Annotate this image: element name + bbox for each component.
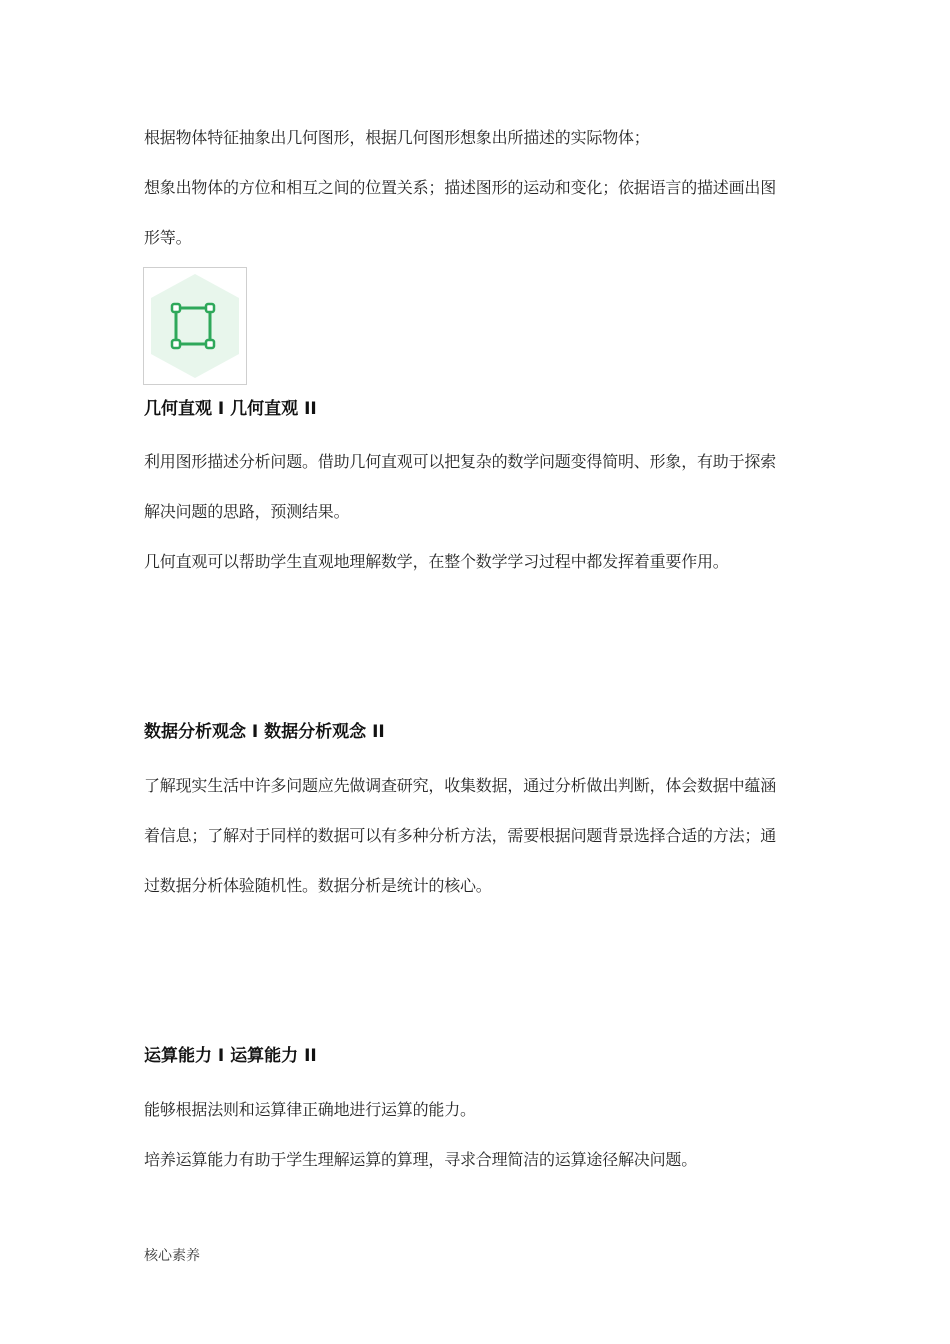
computation-paragraph-2: 培养运算能力有助于学生理解运算的算理，寻求合理简洁的运算途径解决问题。 [144,1150,698,1169]
geometry-heading: 几何直观 I 几何直观 II [144,399,317,419]
data-analysis-line-3: 过数据分析体验随机性。数据分析是统计的核心。 [144,876,492,895]
square-with-nodes-icon [144,268,246,384]
geometry-icon-card [143,267,247,385]
computation-heading: 运算能力 I 运算能力 II [144,1046,317,1066]
intro-line-3: 形等。 [144,228,192,247]
intro-line-1: 根据物体特征抽象出几何图形，根据几何图形想象出所描述的实际物体； [144,128,650,147]
geometry-paragraph-1-line-2: 解决问题的思路，预测结果。 [144,502,350,521]
geometry-paragraph-1-line-1: 利用图形描述分析问题。借助几何直观可以把复杂的数学问题变得简明、形象，有助于探索 [144,452,777,471]
data-analysis-line-2: 着信息；了解对于同样的数据可以有多种分析方法，需要根据问题背景选择合适的方法；通 [144,826,777,845]
page-footer: 核心素养 [144,1248,200,1264]
intro-line-2: 想象出物体的方位和相互之间的位置关系；描述图形的运动和变化；依据语言的描述画出图 [144,178,777,197]
geometry-paragraph-2: 几何直观可以帮助学生直观地理解数学，在整个数学学习过程中都发挥着重要作用。 [144,552,729,571]
computation-paragraph-1: 能够根据法则和运算律正确地进行运算的能力。 [144,1100,476,1119]
data-analysis-heading: 数据分析观念 I 数据分析观念 II [144,722,385,742]
data-analysis-line-1: 了解现实生活中许多问题应先做调查研究，收集数据，通过分析做出判断，体会数据中蕴涵 [144,776,777,795]
